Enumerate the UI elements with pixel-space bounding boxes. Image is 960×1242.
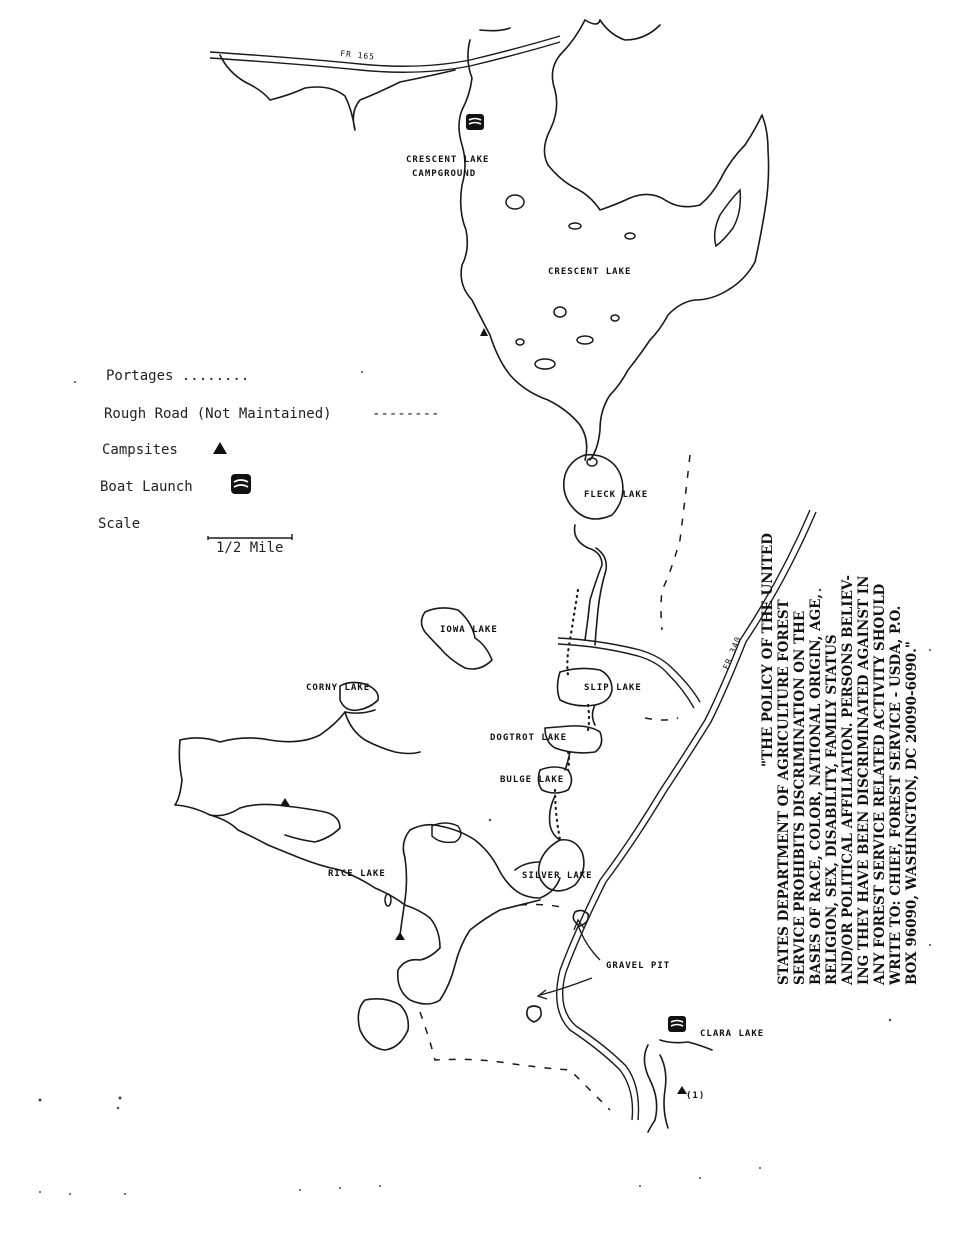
policy-line-6: AND/OR POLITICAL AFFILIATION. PERSONS BELIEV- — [840, 575, 856, 985]
legend-portages: Portages ........ — [106, 368, 250, 384]
southwest-lake-shoreline — [358, 999, 408, 1050]
legend-rough-road-line: -------- — [372, 406, 440, 422]
corny-lake-label: CORNY LAKE — [306, 683, 371, 693]
policy-line-10: BOX 96090, WASHINGTON, DC 20090-6090." — [904, 641, 920, 985]
policy-line-3: SERVICE PROHIBITS DISCRIMINATION ON THE — [792, 610, 808, 985]
boat-launch-icon — [231, 474, 251, 494]
gravel-pit-arrows — [538, 920, 600, 999]
boat-launch-markers — [466, 114, 686, 1032]
bulge-lake-label: BULGE LAKE — [500, 775, 565, 785]
rice-lake-shoreline — [175, 710, 560, 1004]
legend-boat-launch: Boat Launch — [100, 479, 193, 495]
campsite-icon — [280, 798, 290, 806]
slip-lake-label: SLIP LAKE — [584, 683, 642, 693]
campsite-icon — [213, 442, 227, 454]
policy-line-4: BASES OF RACE, COLOR, NATIONAL ORIGIN, AGE, — [808, 593, 824, 985]
dogtrot-lake-label: DOGTROT LAKE — [490, 733, 568, 743]
fleck-lake-label: FLECK LAKE — [584, 490, 649, 500]
crossroad — [558, 638, 700, 708]
silver-lake-label: SILVER LAKE — [522, 871, 593, 881]
clara-lake-shoreline — [644, 1045, 656, 1132]
iowa-lake-label: IOWA LAKE — [440, 625, 498, 635]
crescent-lake-shoreline — [220, 20, 769, 460]
gravel-road-pond — [527, 1006, 541, 1022]
legend — [98, 368, 439, 556]
policy-line-1: "THE POLICY OF THE UNITED — [760, 533, 776, 767]
fleck-lake-shoreline — [564, 455, 623, 519]
policy-line-5: RELIGION, SEX, DISABILITY, FAMILY STATUS — [824, 634, 840, 985]
map-labels — [306, 49, 764, 1101]
fr-340-label: FR 340 — [721, 635, 743, 671]
fr-165-label: FR 165 — [339, 49, 376, 62]
campsite-icon — [395, 932, 405, 940]
legend-campsites: Campsites — [102, 442, 178, 458]
legend-scale: Scale — [98, 516, 141, 532]
gravel-pit-label: GRAVEL PIT — [606, 961, 671, 971]
fleck-outlet-stream — [575, 525, 602, 640]
campsite-markers — [280, 328, 687, 1094]
iowa-lake-shoreline — [422, 608, 493, 669]
crescent-campground-label-1: CRESCENT LAKE — [406, 155, 490, 165]
campsite-count-label: (1) — [686, 1091, 706, 1101]
policy-line-2: STATES DEPARTMENT OF AGRICULTURE FOREST — [776, 599, 792, 985]
legend-rough-road: Rough Road (Not Maintained) — [104, 406, 332, 422]
policy-line-9: WRITE TO: CHIEF, FOREST SERVICE - USDA, P.O. — [888, 605, 904, 985]
boat-launch-icon — [668, 1016, 686, 1032]
fr-165-road — [210, 36, 560, 72]
crescent-lake-islands — [506, 190, 740, 369]
boat-launch-icon — [466, 114, 484, 130]
rice-lake-label: RICE LAKE — [328, 869, 386, 879]
policy-statement — [760, 533, 920, 986]
crescent-campground-label-2: CAMPGROUND — [412, 169, 477, 179]
legend-scale-text: 1/2 Mile — [216, 540, 284, 556]
clara-lake-label: CLARA LAKE — [700, 1029, 765, 1039]
portages — [555, 590, 589, 840]
crescent-lake-label: CRESCENT LAKE — [548, 267, 632, 277]
policy-line-7: ING THEY HAVE BEEN DISCRIMINATED AGAINST IN — [856, 575, 872, 985]
policy-line-8: ANY FOREST SERVICE RELATED ACTIVITY SHOULD — [872, 583, 888, 985]
rice-lake-islands — [385, 823, 461, 906]
